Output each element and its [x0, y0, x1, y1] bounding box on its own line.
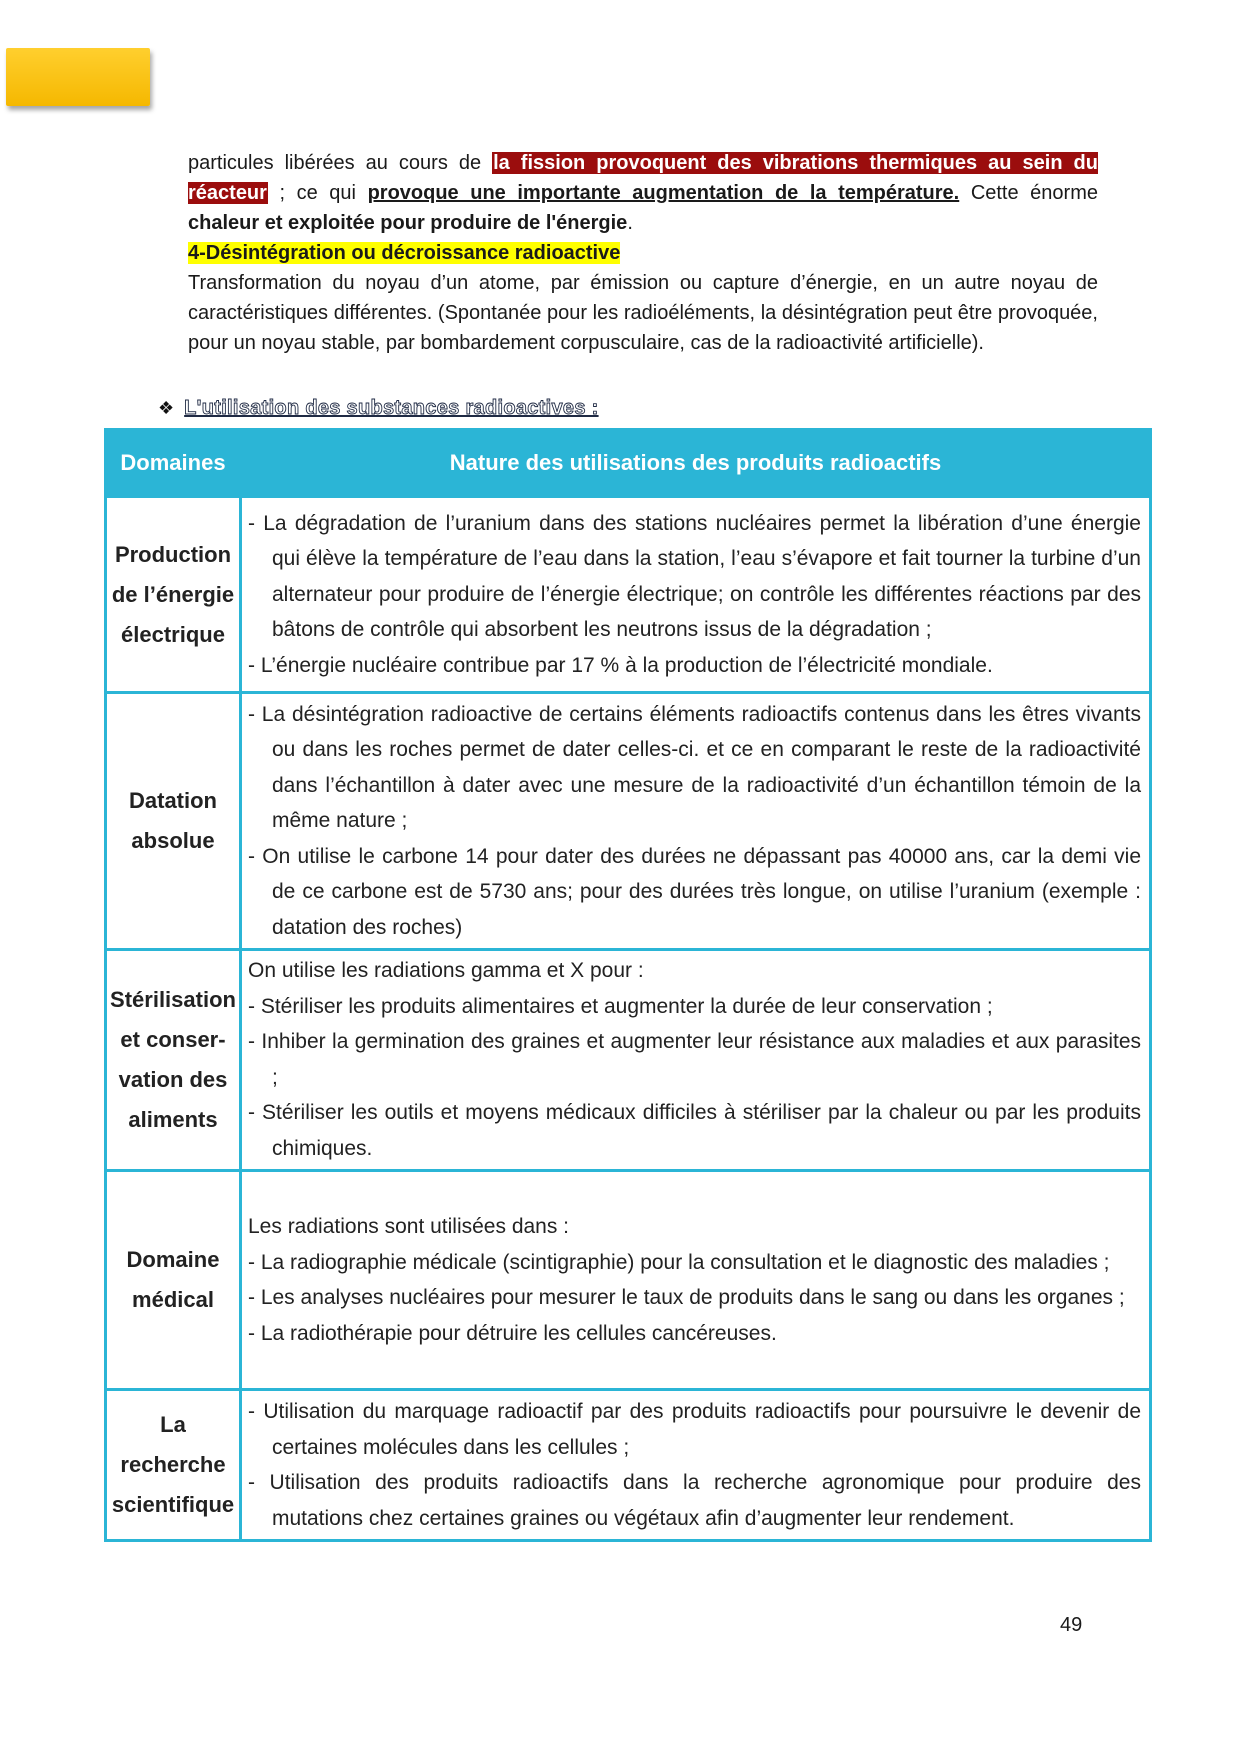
domain-line: Production [114, 541, 232, 567]
list-item: - Stériliser les outils et moyens médicaux difficiles à stériliser par la chaleur ou par les produits chimiques. [248, 1101, 1141, 1160]
list-item: - L’énergie nucléaire contribue par 17 % à la production de l’électricité mondiale. [248, 653, 993, 677]
domain-line: Stérilisation [110, 986, 236, 1012]
table-row [106, 693, 1151, 950]
table-row [106, 949, 1151, 1170]
header-nature: Nature des utilisations des produits radioactifs [241, 430, 1151, 497]
header-tab-decoration [6, 48, 150, 106]
nature-cell [241, 693, 1151, 950]
list-item: - Les analyses nucléaires pour mesurer le taux de produits dans le sang ou dans les organes ; [248, 1286, 1125, 1310]
intro-text [188, 148, 1098, 358]
section-heading [188, 238, 1098, 268]
text-run: . [627, 212, 633, 234]
list-item: - Utilisation du marquage radioactif par des produits radioactifs pour poursuivre le devenir de certaines molécules dans les cellules ; [248, 1400, 1141, 1459]
underlined-bold-text: provoque une importante augmentation de la température. [367, 182, 960, 204]
list-item: - Utilisation des produits radioactifs dans la recherche agronomique pour produire des mutations chez certaines graines ou végétaux afin d’augmenter leur rendement. [248, 1471, 1141, 1530]
domain-line: et conser- [120, 1026, 226, 1052]
list-item: - Inhiber la germination des graines et augmenter leur résistance aux maladies et aux parasites ; [248, 1030, 1141, 1089]
table-row [106, 1171, 1151, 1390]
domain-line: électrique [121, 621, 225, 647]
lead-text: On utilise les radiations gamma et X pour : [248, 959, 644, 983]
table-row [106, 497, 1151, 693]
decay-paragraph: Transformation du noyau d’un atome, par émission ou capture d’énergie, en un autre noyau de caractéristiques différentes. (Spontanée pour les radioéléments, la désintégration peut être provoquée, pour un noyau stable, par bombardement corpusculaire, cas de la radioactivité artificielle). [188, 272, 1098, 354]
domain-cell [106, 497, 241, 693]
page-number: 49 [1060, 1614, 1083, 1636]
domain-cell [106, 949, 241, 1170]
domain-line: de l’énergie [111, 581, 235, 607]
uses-table [104, 428, 1152, 1542]
nature-cell [241, 1171, 1151, 1390]
table-header-row [106, 430, 1151, 497]
list-item: - La radiothérapie pour détruire les cellules cancéreuses. [248, 1321, 777, 1345]
highlight-yellow-heading: 4-Désintégration ou décroissance radioactive [188, 242, 621, 264]
text-run: Cette énorme [959, 182, 1098, 204]
nature-cell [241, 1390, 1151, 1541]
bullet-heading [158, 394, 599, 422]
diamond-bullet-icon: ❖ [158, 397, 175, 418]
bold-text: chaleur et exploitée pour produire de l'énergie [188, 212, 628, 234]
header-domains: Domaines [106, 430, 241, 497]
highlight-red: la fission provoquent des vibrations thermiques au sein du réacteur [188, 152, 1098, 204]
nature-cell [241, 497, 1151, 693]
domain-line: scientifique [111, 1492, 235, 1518]
fission-paragraph [188, 148, 1098, 238]
domain-line: médical [132, 1287, 214, 1313]
table-row [106, 1390, 1151, 1541]
list-item: - La désintégration radioactive de certains éléments radioactifs contenus dans les êtres vivants ou dans les roches permet de dater celles-ci. et ce en comparant le reste de la radioactivité dans l’échantillon à dater avec une mesure de la radioactivité d’un échantillon témoin de la même nature ; [248, 702, 1141, 833]
domain-line: aliments [128, 1106, 218, 1132]
domain-cell [106, 693, 241, 950]
lead-text: Les radiations sont utilisées dans : [248, 1215, 570, 1239]
uses-heading: L'utilisation des substances radioactives : [184, 396, 599, 419]
domain-line: absolue [131, 827, 215, 853]
list-item: - Stériliser les produits alimentaires et augmenter la durée de leur conservation ; [248, 994, 993, 1018]
list-item: - La dégradation de l’uranium dans des stations nucléaires permet la libération d’une énergie qui élève la température de l’eau dans la station, l’eau s’évapore et fait tourner la turbine d’un alternateur pour produire de l’énergie électrique; on contrôle les différentes réactions par des bâtons de contrôle qui absorbent les neutrons issus de la dégradation ; [248, 511, 1141, 642]
text-run: ; ce qui [267, 182, 368, 204]
domain-line: Datation [129, 787, 217, 813]
list-item: - On utilise le carbone 14 pour dater des durées ne dépassant pas 40000 ans, car la demi vie de ce carbone est de 5730 ans; pour des durées très longue, on utilise l’uranium (exemple : datation des roches) [248, 844, 1141, 939]
domain-line: Domaine [126, 1247, 220, 1273]
nature-cell [241, 949, 1151, 1170]
domain-cell [106, 1390, 241, 1541]
text-run: particules libérées au cours de [188, 152, 493, 174]
domain-line: vation des [118, 1066, 228, 1092]
domain-line: La recherche [120, 1412, 226, 1478]
domain-cell [106, 1171, 241, 1390]
list-item: - La radiographie médicale (scintigraphie) pour la consultation et le diagnostic des maladies ; [248, 1250, 1110, 1274]
